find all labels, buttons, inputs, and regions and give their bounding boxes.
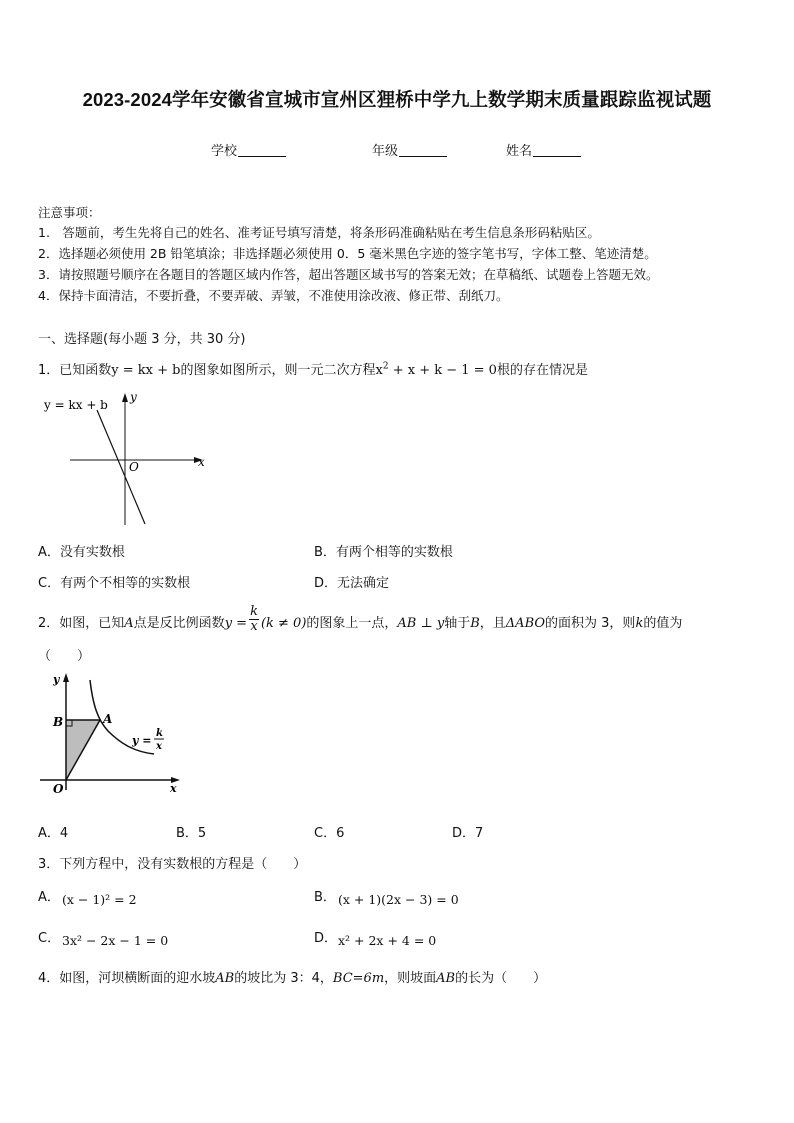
q1-option-c[interactable]: C．有两个不相等的实数根 xyxy=(38,576,191,591)
q3-option-a-eq: (x − 1)² = 2 xyxy=(62,892,137,907)
q2-k: k xyxy=(635,616,644,631)
q1-function: y = kx + b xyxy=(111,363,181,378)
q2-inverse-graph xyxy=(36,668,186,803)
q3-option-d[interactable] xyxy=(314,927,337,946)
name-field xyxy=(506,140,581,159)
q3-option-d-eq: x² + 2x + 4 = 0 xyxy=(338,933,437,948)
q2-triangle: ΔABO xyxy=(505,616,546,631)
q2-x-label: x xyxy=(170,782,177,795)
q3-option-c-eq: 3x² − 2x − 1 = 0 xyxy=(62,933,169,948)
q4-prefix: 4．如图，河坝横断面的迎水坡 xyxy=(38,971,216,986)
q1-suffix: 根的存在情况是 xyxy=(496,363,588,378)
notice-item-4: 4．保持卡面清洁，不要折叠，不要弄破、弄皱，不准使用涂改液、修正带、刮纸刀。 xyxy=(38,288,509,303)
q3-option-c-label: C． xyxy=(38,931,61,946)
q2-perp: AB ⊥ y xyxy=(397,616,445,631)
q1-prefix: 1．已知函数 xyxy=(38,363,112,378)
school-blank[interactable] xyxy=(238,144,286,157)
q1-eq-sup: 2 xyxy=(382,361,389,372)
grade-field xyxy=(372,140,447,159)
question-3-stem: 3．下列方程中，没有实数根的方程是（ ） xyxy=(38,857,307,872)
notice-item-2: 2．选择题必须使用 2B 铅笔填涂；非选择题必须使用 0．5 毫米黑色字迹的签字笔书写，字体工整、笔迹清楚。 xyxy=(38,246,657,261)
q2-mid1: 点是反比例函数 xyxy=(133,616,225,631)
q2-b-label: B xyxy=(53,715,64,729)
q3-option-a[interactable] xyxy=(38,886,60,905)
q2-mid5: 的面积为 3，则 xyxy=(545,616,636,631)
q1-eq-x: x xyxy=(375,363,383,378)
q4-suffix: 的长为（ ） xyxy=(455,971,547,986)
q1-x-label: x xyxy=(198,455,205,469)
exam-title: 2023-2024学年安徽省宣城市宣州区狸桥中学九上数学期末质量跟踪监视试题 xyxy=(82,89,712,110)
q2-a-label: A xyxy=(103,712,113,726)
question-4-stem xyxy=(38,967,546,986)
section-heading: 一、选择题(每小题 3 分，共 30 分) xyxy=(38,332,246,347)
q2-curve-x: x xyxy=(156,741,162,752)
name-label: 姓名 xyxy=(506,144,533,159)
grade-blank[interactable] xyxy=(399,144,447,157)
q2-point-a: A xyxy=(124,616,134,631)
q2-mid4: ，且 xyxy=(479,616,506,631)
q2-option-a[interactable]: A．4 xyxy=(38,826,69,841)
q3-option-a-label: A． xyxy=(38,890,60,905)
q2-y-label: y xyxy=(53,673,60,686)
notice-item-3: 3．请按照题号顺序在各题目的答题区域内作答，超出答题区域书写的答案无效；在草稿纸、试题卷上答题无效。 xyxy=(38,267,659,282)
q1-y-arrow-icon xyxy=(122,393,128,402)
q2-mid3: 轴于 xyxy=(444,616,471,631)
q2-y-arrow-icon xyxy=(63,673,69,682)
q1-option-b[interactable]: B．有两个相等的实数根 xyxy=(314,545,453,560)
q1-mid: 的图象如图所示，则一元二次方程 xyxy=(180,363,376,378)
q2-condition: (k ≠ 0) xyxy=(260,616,307,631)
q2-point-b: B xyxy=(470,616,480,631)
q4-ab-1: AB xyxy=(215,971,235,986)
q1-y-label: y xyxy=(130,390,137,404)
q2-origin-label: O xyxy=(53,782,64,796)
q2-option-c[interactable]: C．6 xyxy=(314,826,345,841)
grade-label: 年级 xyxy=(372,144,399,159)
q2-option-d[interactable]: D．7 xyxy=(452,826,484,841)
q2-frac-den: x xyxy=(250,619,258,634)
name-blank[interactable] xyxy=(533,144,581,157)
q2-prefix: 2．如图，已知 xyxy=(38,616,125,631)
q2-y-eq: y = xyxy=(224,616,248,631)
q2-curve-k: k xyxy=(156,728,163,739)
q1-line-label: y = kx + b xyxy=(44,398,108,412)
q2-curve-y: y = xyxy=(132,734,152,747)
q1-option-a[interactable]: A．没有实数根 xyxy=(38,545,125,560)
q3-option-d-label: D． xyxy=(314,931,338,946)
question-1-stem xyxy=(38,359,588,378)
q2-suffix: 的值为 xyxy=(643,616,683,631)
q1-origin-label: O xyxy=(129,460,139,474)
q4-mid2: ，则坡面 xyxy=(384,971,437,986)
q2-mid2: 的图象上一点， xyxy=(306,616,398,631)
q1-linear-graph xyxy=(36,385,216,530)
q1-eq-rest: + x + k − 1 = 0 xyxy=(388,363,497,378)
q1-option-d[interactable]: D．无法确定 xyxy=(314,576,390,591)
q3-option-b-label: B． xyxy=(314,890,336,905)
q2-option-b[interactable]: B．5 xyxy=(176,826,207,841)
notice-title: 注意事项： xyxy=(38,205,101,220)
q3-option-b-eq: (x + 1)(2x − 3) = 0 xyxy=(338,892,459,907)
q3-option-b[interactable] xyxy=(314,886,336,905)
q2-fraction xyxy=(249,605,259,634)
q2-frac-num: k xyxy=(250,604,258,619)
q4-mid1: 的坡比为 3：4， xyxy=(234,971,333,986)
q4-bc: BC=6m xyxy=(332,971,385,986)
notice-item-1: 1. 答题前，考生先将自己的姓名、准考证号填写清楚，将条形码准确粘贴在考生信息条形码粘贴区。 xyxy=(38,225,600,240)
q3-option-c[interactable] xyxy=(38,927,60,946)
q2-answer-paren: （ ） xyxy=(38,649,91,664)
school-label: 学校 xyxy=(211,144,238,159)
q4-ab-2: AB xyxy=(436,971,456,986)
school-field xyxy=(211,140,286,159)
question-2-stem xyxy=(38,604,683,638)
